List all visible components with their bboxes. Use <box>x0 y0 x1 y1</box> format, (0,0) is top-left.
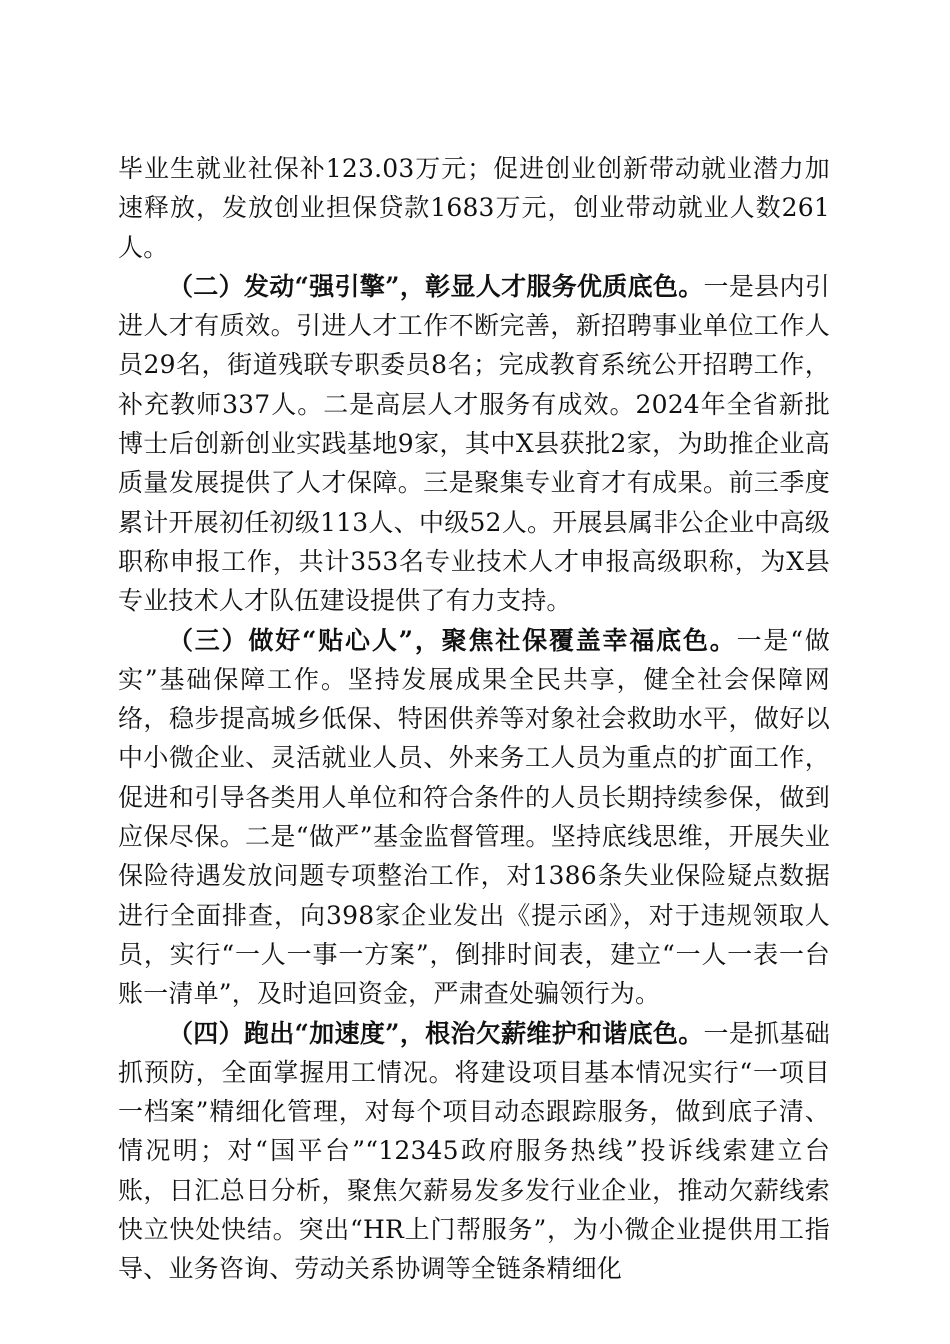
section-3-heading: （三）做好“贴心人”，聚焦社保覆盖幸福底色。 <box>168 625 737 655</box>
paragraph-1-body: 毕业生就业社保补123.03万元；促进创业创新带动就业潜力加速释放，发放创业担保贷款1683万元，创业带动就业人数261人。 <box>118 154 830 262</box>
paragraph-section-3 <box>118 621 830 1014</box>
paragraph-continuation <box>118 149 830 267</box>
section-2-heading: （二）发动“强引擎”，彰显人才服务优质底色。 <box>168 271 704 301</box>
section-3-body: 一是“做实”基础保障工作。坚持发展成果全民共享，健全社会保障网络，稳步提高城乡低保、特困供养等对象社会救助水平，做好以中小微企业、灵活就业人员、外来务工人员为重点的扩面工作，促进和引导各类用人单位和符合条件的人员长期持续参保，做到应保尽保。二是“做严”基金监督管理。坚持底线思维，开展失业保险待遇发放问题专项整治工作，对1386条失业保险疑点数据进行全面排查，向398家企业发出《提示函》，对于违规领取人员，实行“一人一事一方案”，倒排时间表，建立“一人一表一台账一清单”，及时追回资金，严肃查处骗领行为。 <box>118 625 830 1009</box>
section-4-body: 一是抓基础抓预防，全面掌握用工情况。将建设项目基本情况实行“一项目一档案”精细化管理，对每个项目动态跟踪服务，做到底子清、情况明；对“国平台”“12345政府服务热线”投诉线索建立台账，日汇总日分析，聚焦欠薪易发多发行业企业，推动欠薪线索快立快处快结。突出“HR上门帮服务”，为小微企业提供用工指导、业务咨询、劳动关系协调等全链条精细化 <box>118 1018 830 1284</box>
section-2-body: 一是县内引进人才有质效。引进人才工作不断完善，新招聘事业单位工作人员29名，街道残联专职委员8名；完成教育系统公开招聘工作，补充教师337人。二是高层人才服务有成效。2024年全省新批博士后创新创业实践基地9家，其中X县获批2家，为助推企业高质量发展提供了人才保障。三是聚集专业育才有成果。前三季度累计开展初任初级113人、中级52人。开展县属非公企业中高级职称申报工作，共计353名专业技术人才申报高级职称，为X县专业技术人才队伍建设提供了有力支持。 <box>118 271 830 616</box>
document-page <box>118 149 830 1289</box>
paragraph-section-2 <box>118 267 830 621</box>
section-4-heading: （四）跑出“加速度”，根治欠薪维护和谐底色。 <box>168 1018 704 1048</box>
paragraph-section-4 <box>118 1014 830 1289</box>
